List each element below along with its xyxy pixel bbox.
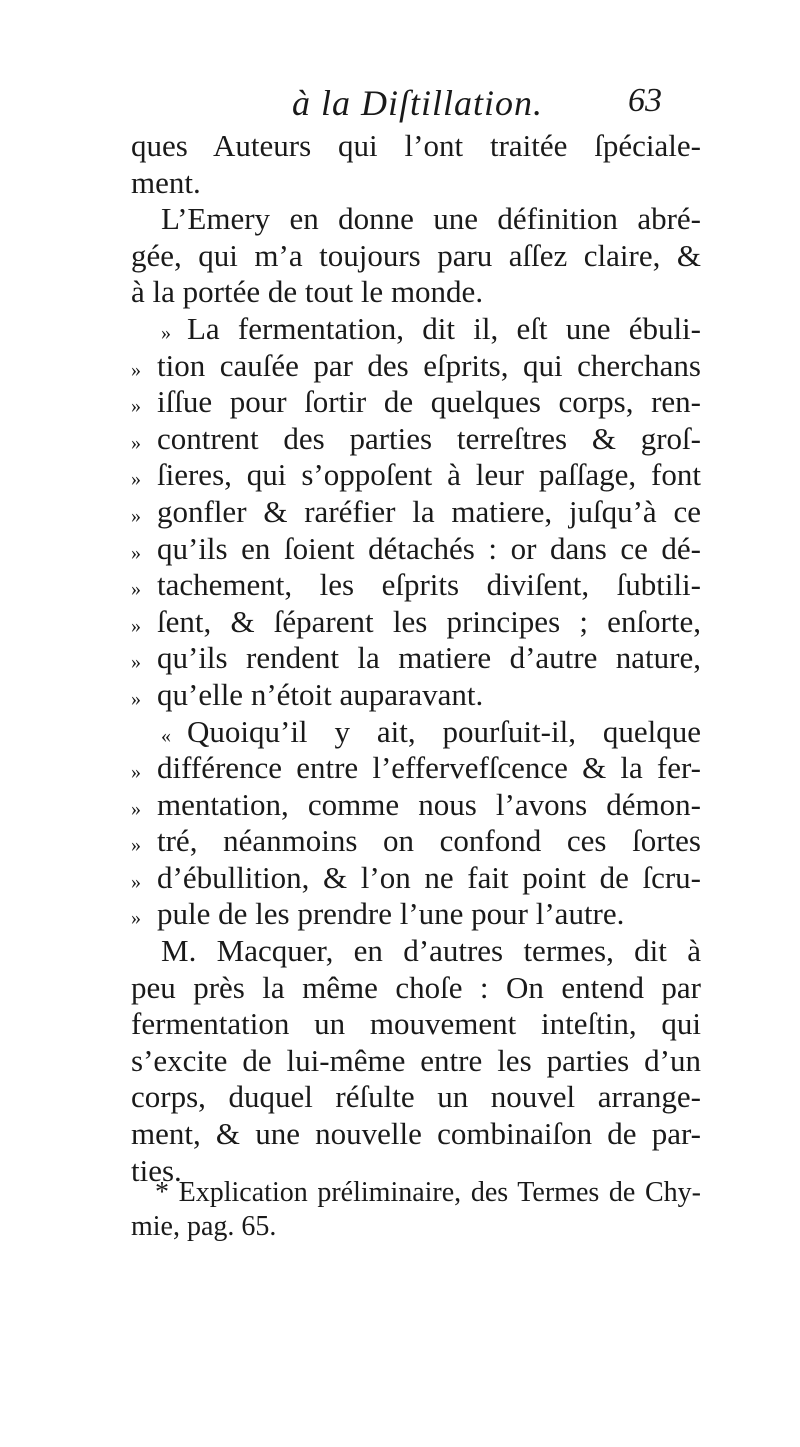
quote-mark: » <box>161 321 171 344</box>
text-line: qu’elle n’étoit auparavant. <box>157 676 484 712</box>
quote-mark: » <box>131 907 141 930</box>
quote-mark: » <box>131 468 141 491</box>
text-line: à la portée de tout le monde. <box>131 274 484 310</box>
quoted-line <box>131 494 701 531</box>
text-line: ſent, & ſéparent les principes ; enſorte, <box>157 603 701 639</box>
text-line: qu’ils en ſoient détachés : or dans ce dé- <box>157 530 701 566</box>
page-number: 63 <box>628 82 662 119</box>
quote-mark: » <box>131 687 141 710</box>
footnote <box>131 1176 701 1244</box>
quoted-line <box>131 311 701 348</box>
text-line: s’excite de lui-même entre les parties d’un <box>131 1042 701 1078</box>
text-line: qu’ils rendent la matiere d’autre nature, <box>157 640 701 676</box>
quoted-line <box>131 604 701 641</box>
text-line: fermentation un mouvement inteſtin, qui <box>131 1006 701 1042</box>
text-line: ment, & une nouvelle combinaiſon de par- <box>131 1116 701 1152</box>
quote-mark: » <box>131 834 141 857</box>
text-line: tion cauſée par des eſprits, qui cherchans <box>157 347 701 383</box>
text-line: mentation, comme nous l’avons démon- <box>157 786 701 822</box>
quote-mark: » <box>131 870 141 893</box>
quote-mark: » <box>131 578 141 601</box>
footnote-line: * Explication préliminaire, des Termes de Chy- <box>155 1177 701 1208</box>
quote-mark: » <box>131 358 141 381</box>
quoted-line <box>131 677 701 714</box>
quoted-line <box>131 384 701 421</box>
body-text <box>131 128 701 1189</box>
quoted-line <box>131 531 701 568</box>
quote-mark: » <box>131 797 141 820</box>
quoted-line <box>131 860 701 897</box>
running-title: à la Diſtillation. <box>292 83 544 123</box>
text-line: Quoiqu’il y ait, pourſuit-il, quelque <box>187 713 701 749</box>
text-line: corps, duquel réſulte un nouvel arrange- <box>131 1079 701 1115</box>
quote-mark: » <box>131 614 141 637</box>
quoted-line <box>131 567 701 604</box>
text-line: pule de les prendre l’une pour l’autre. <box>157 896 625 932</box>
text-line: M. Macquer, en d’autres termes, dit à <box>161 933 701 969</box>
quoted-line <box>131 823 701 860</box>
quote-mark: » <box>131 761 141 784</box>
text-line: ties. <box>131 1152 182 1188</box>
text-line: peu près la même choſe : On entend par <box>131 969 701 1005</box>
quote-mark: » <box>131 431 141 454</box>
quote-mark: » <box>131 541 141 564</box>
quote-mark: » <box>131 504 141 527</box>
text-line: La fermentation, dit il, eſt une ébuli- <box>187 310 701 346</box>
quote-mark: » <box>131 651 141 674</box>
text-line: tachement, les eſprits diviſent, ſubtili- <box>157 567 701 603</box>
text-line: ment. <box>131 164 201 200</box>
text-line: tré, néanmoins on confond ces ſortes <box>157 823 701 859</box>
page-header <box>0 82 800 132</box>
text-line: ſieres, qui s’oppoſent à leur paſſage, font <box>157 457 701 493</box>
quote-mark: » <box>131 395 141 418</box>
text-line: ques Auteurs qui l’ont traitée ſpéciale- <box>131 128 701 163</box>
quoted-line <box>131 640 701 677</box>
text-line: gée, qui m’a toujours paru aſſez claire, & <box>131 237 701 273</box>
quoted-line <box>131 896 701 933</box>
quoted-line <box>131 421 701 458</box>
text-line: gonfler & raréfier la matiere, juſqu’à ce <box>157 493 701 529</box>
quoted-line <box>131 348 701 385</box>
footnote-line: mie, pag. 65. <box>131 1211 277 1242</box>
quoted-line <box>131 457 701 494</box>
text-line: contrent des parties terreſtres & groſ- <box>157 420 701 456</box>
quoted-line <box>131 750 701 787</box>
text-line: L’Emery en donne une définition abré- <box>161 201 701 237</box>
text-line: d’ébullition, & l’on ne fait point de ſcru- <box>157 859 701 895</box>
quoted-line <box>131 714 701 751</box>
quoted-line <box>131 787 701 824</box>
text-line: iſſue pour ſortir de quelques corps, ren- <box>157 384 701 420</box>
quote-mark: « <box>161 724 171 747</box>
text-line: différence entre l’effervefſcence & la fer- <box>157 750 701 786</box>
